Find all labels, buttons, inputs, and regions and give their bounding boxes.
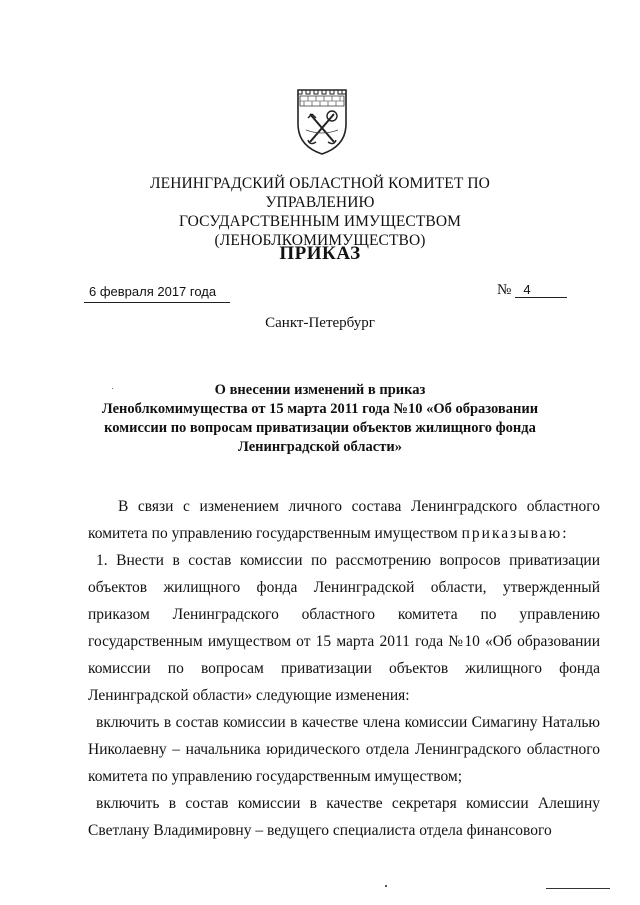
order-verb: приказываю: [461, 525, 563, 542]
order-date-field: [84, 283, 230, 303]
preamble-text: В связи с изменением личного состава Ленинградского областного комитета по управлению государственным имуществом: [88, 498, 600, 542]
paragraph-item-1: 1. Внести в состав комиссии по рассмотрению вопросов приватизации объектов жилищного фонда Ленинградской области, утвержденный приказом Ленинградского областного комитета по управлению государственным имуществом от 15 марта 2011 года №10 «Об образовании комиссии по вопросам приватизации объектов жилищного фонда Ленинградской области» следующие изменения:: [88, 552, 600, 704]
scan-speck-2: [112, 388, 113, 389]
subject-line-2: Леноблкомимущества от 15 марта 2011 года №10 «Об образовании: [101, 401, 539, 417]
order-number: 4: [515, 282, 567, 298]
paragraph-preamble: [88, 493, 600, 547]
org-line-2: ГОСУДАРСТВЕННЫМ ИМУЩЕСТВОМ: [178, 213, 462, 230]
order-number-field: [497, 282, 577, 299]
number-label: №: [497, 282, 512, 298]
paragraph-include-secretary: включить в состав комиссии в качестве секретаря комиссии Алешину Светлану Владимировну – ведущего специалиста отдела финансового: [88, 795, 600, 839]
preamble-colon: :: [562, 525, 567, 542]
order-date: 6 февраля 2017 года: [89, 284, 217, 299]
city-name: Санкт-Петербург: [265, 315, 375, 331]
subject-line-3: комиссии по вопросам приватизации объектов жилищного фонда: [104, 420, 536, 436]
order-subject: [100, 381, 540, 457]
subject-line-1: О внесении изменений в приказ: [214, 382, 426, 398]
org-line-1: ЛЕНИНГРАДСКИЙ ОБЛАСТНОЙ КОМИТЕТ ПО УПРАВЛЕНИЮ: [150, 175, 490, 211]
subject-line-4: Ленинградской области»: [238, 439, 402, 455]
organization-name: [100, 174, 540, 250]
scan-edge-line: [546, 888, 610, 889]
org-line-3: (ЛЕНОБЛКОМИМУЩЕСТВО): [214, 232, 426, 249]
coat-of-arms-icon: [294, 84, 350, 156]
document-body: [88, 493, 600, 844]
paragraph-include-member: включить в состав комиссии в качестве члена комиссии Симагину Наталью Николаевну – начальника юридического отдела Ленинградского областного комитета по управлению государственным имуществом;: [88, 714, 600, 785]
document-type-title: ПРИКАЗ: [279, 243, 361, 264]
scan-speck: [385, 885, 387, 887]
